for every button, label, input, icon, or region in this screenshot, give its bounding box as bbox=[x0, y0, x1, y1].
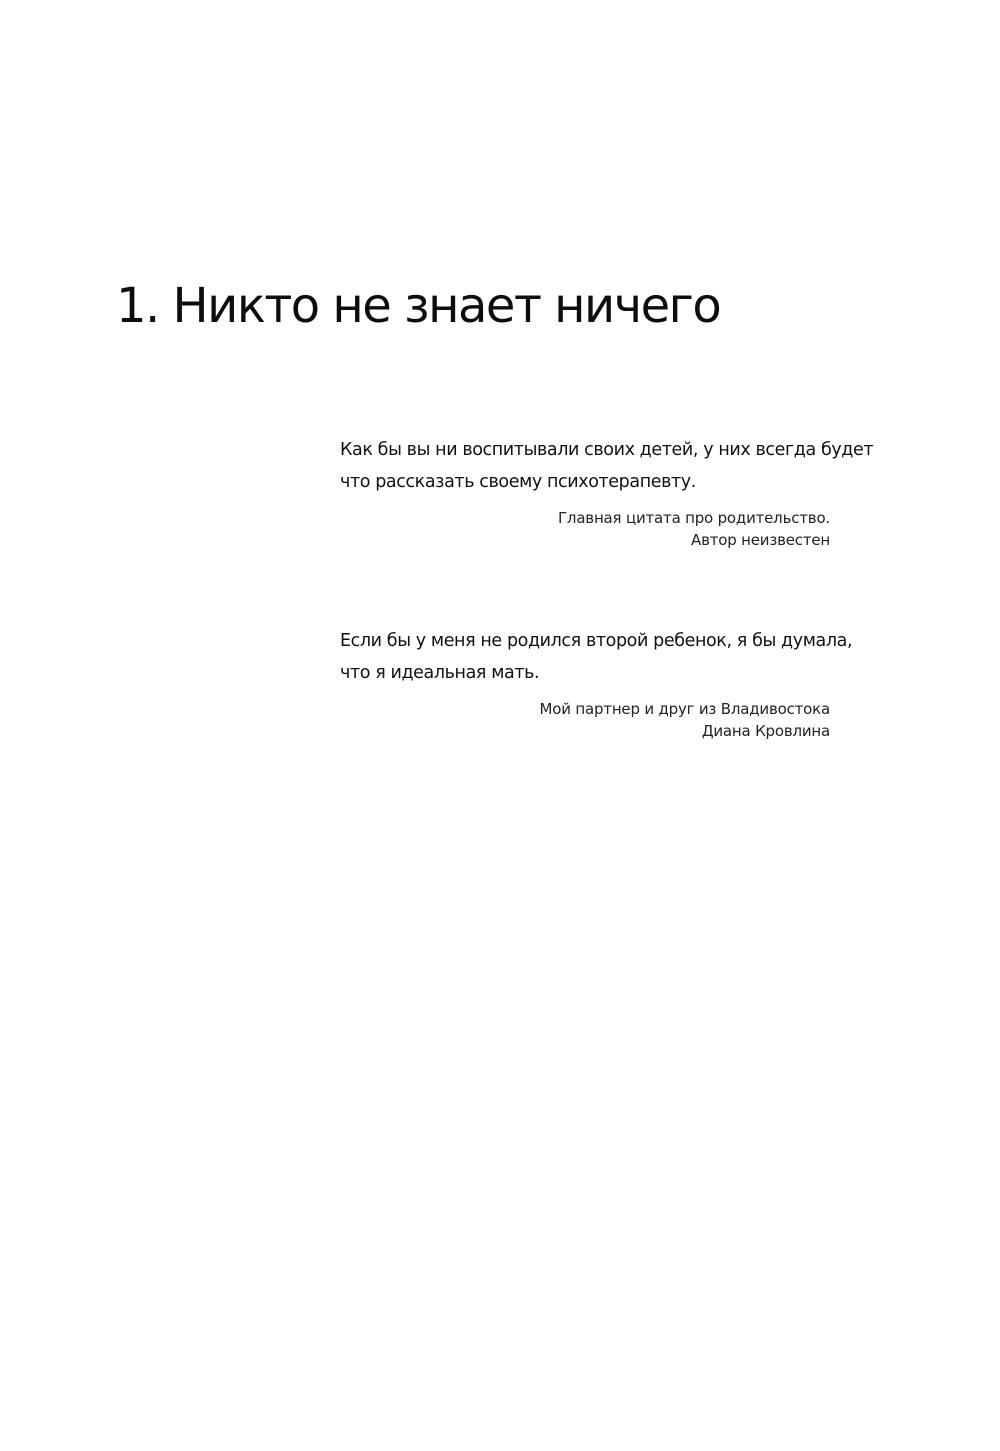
chapter-title: 1. Никто не знает ничего bbox=[116, 278, 721, 334]
epigraph-attribution bbox=[340, 698, 830, 742]
attribution-line: Автор неизвестен bbox=[691, 531, 830, 549]
quote-line: Если бы у меня не родился второй ребенок, я бы думала, bbox=[340, 631, 853, 651]
quote-line: что я идеальная мать. bbox=[340, 663, 540, 683]
attribution-line: Главная цитата про родительство. bbox=[557, 509, 830, 527]
epigraph bbox=[340, 625, 853, 742]
epigraph-quote bbox=[340, 434, 874, 498]
quote-line: что рассказать своему психотерапевту. bbox=[340, 472, 696, 492]
epigraph bbox=[340, 434, 874, 551]
quote-line: Как бы вы ни воспитывали своих детей, у них всегда будет bbox=[340, 440, 874, 460]
attribution-line: Мой партнер и друг из Владивостока bbox=[539, 700, 830, 718]
epigraph-attribution bbox=[340, 507, 830, 551]
epigraph-quote bbox=[340, 625, 853, 689]
attribution-line: Диана Кровлина bbox=[701, 722, 830, 740]
